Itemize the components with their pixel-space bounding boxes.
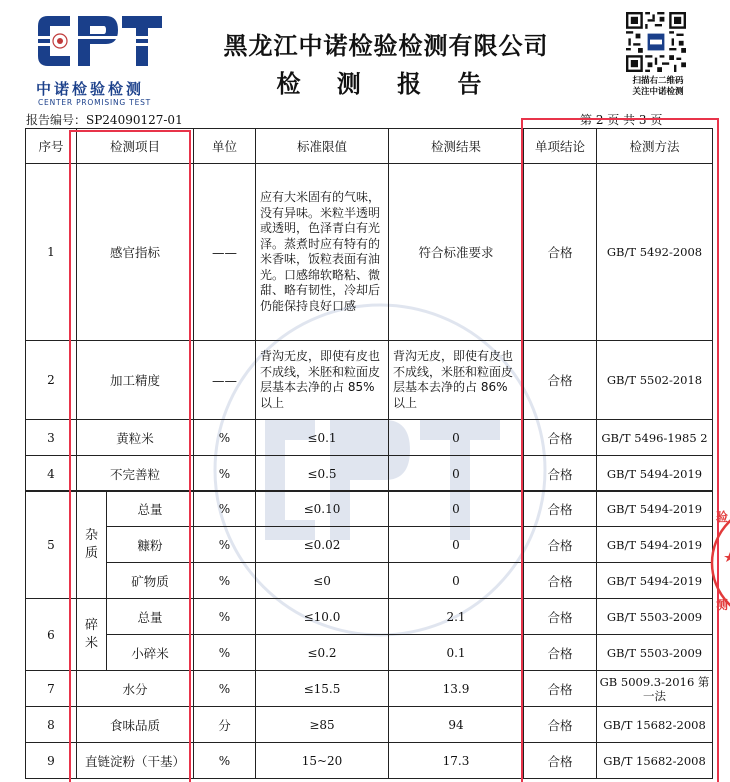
test-result: 符合标准要求 — [389, 164, 524, 341]
test-method: GB/T 15682-2008 — [597, 743, 713, 779]
row-number: 3 — [26, 420, 77, 456]
table-row — [26, 563, 713, 599]
unit: % — [194, 456, 256, 492]
column-header: 单位 — [194, 129, 256, 164]
standard-limit: ≤0.10 — [256, 491, 389, 527]
conclusion: 合格 — [524, 456, 597, 492]
test-item: 水分 — [77, 671, 194, 707]
row-number: 2 — [26, 341, 77, 420]
standard-limit: ≤0.5 — [256, 456, 389, 492]
test-result: 0 — [389, 491, 524, 527]
conclusion: 合格 — [524, 563, 597, 599]
table-row — [26, 420, 713, 456]
unit: % — [194, 563, 256, 599]
table-header-row — [26, 129, 713, 164]
unit: 分 — [194, 707, 256, 743]
table-row — [26, 491, 713, 527]
test-result: 0 — [389, 527, 524, 563]
standard-limit-text: 应有大米固有的气味，没有异味。米粒半透明或透明，色泽青白有光泽。蒸煮时应有特有的米香味，饭粒表面有油光。口感绵软略粘、微甜、略有韧性，冷却后仍能保持良好口感 — [260, 190, 381, 313]
test-item: 直链淀粉（干基） — [77, 743, 194, 779]
test-item: 总量 — [107, 599, 194, 635]
unit: % — [194, 491, 256, 527]
standard-limit — [256, 164, 389, 341]
table-row — [26, 599, 713, 635]
test-result-text: 背沟无皮，即使有皮也不成线，米胚和粒面皮层基本去净的占 86%以上 — [393, 349, 514, 410]
cpt-logo-mark — [34, 12, 164, 70]
column-header: 单项结论 — [524, 129, 597, 164]
row-number: 5 — [26, 491, 77, 599]
unit: —— — [194, 164, 256, 341]
test-item: 小碎米 — [107, 635, 194, 671]
test-item: 不完善粒 — [77, 456, 194, 492]
seal-char-2: 测 — [716, 598, 729, 612]
qr-caption-line-1: 扫描右二维码 — [632, 76, 684, 86]
row-number: 6 — [26, 599, 77, 671]
conclusion: 合格 — [524, 599, 597, 635]
row-number: 8 — [26, 707, 77, 743]
test-item: 总量 — [107, 491, 194, 527]
test-result — [389, 341, 524, 420]
conclusion: 合格 — [524, 671, 597, 707]
test-item: 黄粒米 — [77, 420, 194, 456]
test-method: GB/T 5502-2018 — [597, 341, 713, 420]
page-number: 第 2 页 共 3 页 — [580, 113, 663, 127]
test-result: 2.1 — [389, 599, 524, 635]
test-results-table — [25, 128, 713, 492]
conclusion: 合格 — [524, 743, 597, 779]
standard-limit: ≤0.2 — [256, 635, 389, 671]
test-result: 0 — [389, 563, 524, 599]
conclusion: 合格 — [524, 491, 597, 527]
test-item: 感官指标 — [77, 164, 194, 341]
unit: % — [194, 599, 256, 635]
column-header: 检测方法 — [597, 129, 713, 164]
test-result: 0.1 — [389, 635, 524, 671]
column-header: 检测项目 — [77, 129, 194, 164]
test-method: GB/T 5494-2019 — [597, 527, 713, 563]
test-method: GB/T 5503-2009 — [597, 635, 713, 671]
conclusion: 合格 — [524, 635, 597, 671]
qr-code-icon[interactable] — [626, 12, 686, 72]
table-row — [26, 707, 713, 743]
test-result: 0 — [389, 456, 524, 492]
row-number: 7 — [26, 671, 77, 707]
table-row — [26, 743, 713, 779]
unit: —— — [194, 341, 256, 420]
test-result: 0 — [389, 420, 524, 456]
qr-caption-line-2: 关注中诺检测 — [632, 87, 684, 97]
standard-limit: ≤0.02 — [256, 527, 389, 563]
table-row — [26, 671, 713, 707]
company-name: 黑龙江中诺检验检测有限公司 — [223, 31, 549, 60]
standard-limit: ≤10.0 — [256, 599, 389, 635]
test-method: GB/T 5492-2008 — [597, 164, 713, 341]
logo-english-name: CENTER PROMISING TEST — [38, 98, 152, 107]
unit: % — [194, 635, 256, 671]
standard-limit: ≥85 — [256, 707, 389, 743]
test-item: 加工精度 — [77, 341, 194, 420]
column-header: 标准限值 — [256, 129, 389, 164]
red-seal-stamp — [708, 498, 730, 628]
test-item: 糠粉 — [107, 527, 194, 563]
table-row — [26, 164, 713, 341]
conclusion: 合格 — [524, 164, 597, 341]
test-item: 矿物质 — [107, 563, 194, 599]
table-row — [26, 527, 713, 563]
conclusion: 合格 — [524, 420, 597, 456]
qr-caption — [618, 76, 698, 98]
unit: % — [194, 420, 256, 456]
document-title: 检 测 报 告 — [276, 69, 496, 98]
standard-limit: ≤0.1 — [256, 420, 389, 456]
company-logo — [34, 12, 164, 110]
test-results-table-lower — [25, 490, 713, 779]
test-method: GB/T 5494-2019 — [597, 491, 713, 527]
test-item: 食味品质 — [77, 707, 194, 743]
column-header: 序号 — [26, 129, 77, 164]
logo-chinese-name: 中诺检验检测 — [36, 80, 145, 98]
test-method: GB/T 5503-2009 — [597, 599, 713, 635]
group-label: 碎米 — [77, 599, 107, 671]
standard-limit: ≤0 — [256, 563, 389, 599]
test-method: GB 5009.3-2016 第一法 — [597, 671, 713, 707]
test-result: 13.9 — [389, 671, 524, 707]
unit: % — [194, 527, 256, 563]
standard-limit: ≤15.5 — [256, 671, 389, 707]
report-number: 报告编号：SP24090127-01 — [26, 113, 183, 127]
conclusion: 合格 — [524, 341, 597, 420]
table-row — [26, 456, 713, 492]
conclusion: 合格 — [524, 707, 597, 743]
row-number: 1 — [26, 164, 77, 341]
test-result: 17.3 — [389, 743, 524, 779]
row-number: 4 — [26, 456, 77, 492]
standard-limit — [256, 341, 389, 420]
standard-limit-text: 背沟无皮，即使有皮也不成线，米胚和粒面皮层基本去净的占 85%以上 — [260, 349, 381, 410]
unit: % — [194, 743, 256, 779]
test-method: GB/T 5494-2019 — [597, 563, 713, 599]
test-result: 94 — [389, 707, 524, 743]
test-method: GB/T 15682-2008 — [597, 707, 713, 743]
table-row — [26, 635, 713, 671]
standard-limit: 15~20 — [256, 743, 389, 779]
conclusion: 合格 — [524, 527, 597, 563]
table-row — [26, 341, 713, 420]
group-label: 杂质 — [77, 491, 107, 599]
test-method: GB/T 5494-2019 — [597, 456, 713, 492]
test-method: GB/T 5496-1985 2 — [597, 420, 713, 456]
seal-char-1: 验 — [716, 510, 729, 524]
column-header: 检测结果 — [389, 129, 524, 164]
unit: % — [194, 671, 256, 707]
row-number: 9 — [26, 743, 77, 779]
